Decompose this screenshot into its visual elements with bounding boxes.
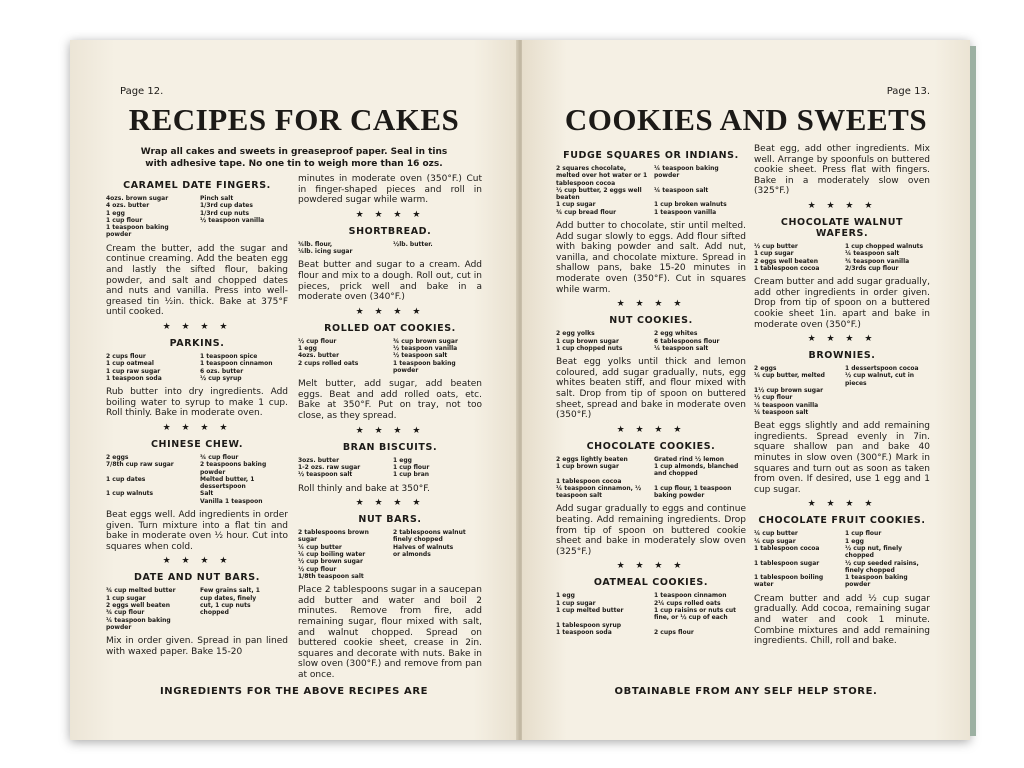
recipe — [298, 174, 482, 206]
recipe-title: BRAN BISCUITS. — [342, 441, 438, 453]
ingredient: 1 dessertspoon cocoa — [845, 365, 919, 373]
ingredient: chopped — [200, 609, 229, 617]
ingredient: 1 teaspoon baking powder — [106, 224, 169, 239]
ingredient: cut, 1 cup nuts — [200, 601, 251, 609]
recipe-method: Place 2 tablespoons sugar in a saucepan add butter and water and boil 2 minutes. Remove from fire, add remaining sugar, flour mixed with salt, and walnut chopped. Spread on buttered cookie sheet, crease in 2in. squares and decorate with nuts. Bake in slow oven (300°F.) and remove from pan at once. — [298, 585, 482, 680]
star-separator: ★ ★ ★ ★ — [355, 498, 425, 509]
recipe — [298, 442, 482, 494]
ingredient — [200, 617, 288, 632]
ingredient: 2 egg whites — [654, 330, 698, 338]
ingredient: 1 cup sugar — [754, 250, 794, 258]
recipe — [754, 515, 930, 646]
ingredient: or almonds — [393, 550, 431, 558]
ingredient: ¼lb. icing sugar — [298, 248, 353, 256]
ingredient: 1 cup sugar — [556, 599, 596, 607]
intro-text — [70, 146, 518, 170]
ingredient-list — [298, 241, 482, 256]
ingredient: 1 teaspoon vanilla — [654, 208, 717, 216]
ingredient — [393, 248, 482, 255]
ingredient: ¼ teaspoon salt — [845, 250, 900, 258]
recipe — [298, 323, 482, 422]
ingredient: ¼ teaspoon cinnamon, ½ teaspoon salt — [556, 484, 642, 500]
recipe-title: CHOCOLATE COOKIES. — [586, 440, 716, 452]
ingredient: ¼ cup sugar — [754, 537, 796, 545]
ingredient: 1/3rd cup dates — [200, 202, 253, 210]
ingredient: 1 teaspoon spice — [200, 352, 258, 360]
star-separator: ★ ★ ★ ★ — [807, 200, 877, 211]
ingredient: 1 cup almonds, blanched and chopped — [654, 462, 739, 478]
ingredient: 1 cup flour, 1 teaspoon baking powder — [654, 484, 732, 500]
ingredient: ¼ cup butter — [298, 543, 342, 551]
ingredient — [106, 498, 194, 505]
ingredient: ½ teaspoon vanilla — [200, 216, 265, 224]
recipe — [106, 180, 288, 318]
ingredient: 1 egg — [298, 345, 317, 353]
right-column-2 — [754, 144, 930, 651]
ingredient: 1 tablespoon syrup — [556, 621, 622, 629]
ingredient: cup dates, finely — [200, 594, 257, 602]
ingredient: 2 squares chocolate, melted over hot water or 1 tablespoon cocoa — [556, 165, 648, 187]
ingredient: 2 teaspoons baking powder — [200, 461, 267, 476]
ingredient: 1 cup brown sugar — [556, 337, 619, 345]
recipe-booklet — [70, 40, 970, 740]
recipe-method: Cream butter and add sugar gradually, add other ingredients in order given. Drop from tip of spoon on a buttered cookie sheet 1in. apart and bake in moderate oven (350°F.) — [754, 277, 930, 330]
ingredient — [393, 566, 482, 573]
ingredient — [845, 402, 930, 409]
ingredient: ½ cup flour — [298, 337, 337, 345]
ingredient: 1-2 ozs. raw sugar — [298, 463, 361, 471]
recipe-method: Add butter to chocolate, stir until melted. Add sugar slowly to eggs. Add flour sifted with baking powder and salt. Add nut, vanilla, and chocolate mixture. Spread in shallow pans, bake 15-20 minutes in moderate oven (350°F). Cut in squares while warm. — [556, 221, 746, 295]
ingredient: Pinch salt — [200, 195, 234, 202]
ingredient-list — [106, 353, 288, 382]
ingredient: ¾ teaspoon vanilla — [845, 257, 910, 265]
recipe — [754, 144, 930, 197]
recipe — [556, 315, 746, 420]
ingredient: ½ teaspoon vanilla — [393, 345, 458, 353]
star-separator: ★ ★ ★ ★ — [616, 299, 686, 310]
ingredient: 1½ cup brown sugar — [754, 387, 824, 395]
recipe — [556, 441, 746, 558]
ingredient-list — [106, 587, 288, 631]
ingredient: 4ozs. brown sugar — [106, 195, 169, 202]
recipe — [106, 439, 288, 552]
ingredient: 1 cup brown sugar — [556, 462, 619, 470]
ingredient: 3ozs. butter — [298, 456, 340, 464]
ingredient-list — [298, 529, 482, 580]
ingredient: ½ cup butter, 2 eggs well beaten — [556, 186, 642, 202]
ingredient: 1 cup walnuts — [106, 490, 154, 498]
ingredient: ½lb. butter. — [393, 240, 433, 248]
ingredient: 1 cup flour — [845, 530, 882, 538]
ingredient: 1 teaspoon soda — [106, 374, 162, 382]
ingredient — [200, 224, 288, 239]
ingredient: 1 tablespoon boiling water — [754, 574, 824, 589]
page-title: COOKIES AND SWEETS — [564, 102, 928, 137]
left-column-2 — [298, 174, 482, 685]
intro-line: Wrap all cakes and sweets in greaseproof paper. Seal in tins — [140, 147, 448, 157]
star-separator: ★ ★ ★ ★ — [807, 499, 877, 510]
ingredient: ¾ cup flour — [106, 609, 145, 617]
ingredient: 1 teaspoon baking powder — [845, 574, 908, 589]
ingredient: ¾ cup melted butter — [106, 587, 176, 595]
ingredient: 2 tablespoons walnut finely chopped — [393, 529, 466, 544]
back-cover-edge — [970, 46, 976, 736]
recipe-title: CHOCOLATE FRUIT COOKIES. — [758, 515, 926, 527]
ingredient: 2 egg yolks — [556, 330, 595, 338]
ingredient: Melted butter, 1 dessertspoon — [200, 475, 255, 491]
ingredient: ½ cup walnut, cut in pieces — [845, 372, 915, 387]
right-page — [522, 40, 970, 740]
ingredient: ½ cup flour — [754, 394, 793, 402]
ingredient-list — [556, 456, 746, 500]
recipe — [298, 226, 482, 303]
page-number: Page 13. — [886, 86, 930, 97]
star-separator: ★ ★ ★ ★ — [162, 422, 232, 433]
star-separator: ★ ★ ★ ★ — [616, 424, 686, 435]
ingredient: 1 cup flour — [393, 463, 430, 471]
recipe-method: Beat eggs well. Add ingredients in order given. Turn mixture into a flat tin and bake in moderate oven ½ hour. Cut into squares when cold. — [106, 509, 288, 552]
ingredient: 1 cup dates — [106, 475, 146, 483]
ingredient: 1/8th teaspoon salt — [298, 572, 364, 580]
intro-line: with adhesive tape. No one tin to weigh more than 16 ozs. — [145, 159, 443, 169]
recipe-method: Rub butter into dry ingredients. Add boiling water to syrup to make 1 cup. Roll thinly. Bake in moderate oven. — [106, 387, 288, 419]
ingredient-list — [556, 330, 746, 352]
recipe-title: OATMEAL COOKIES. — [593, 577, 709, 589]
ingredient: 2¼ cups rolled oats — [654, 599, 721, 607]
page-title: RECIPES FOR CAKES — [128, 102, 460, 137]
recipe-title: CARAMEL DATE FINGERS. — [123, 180, 271, 191]
recipe-title: ROLLED OAT COOKIES. — [324, 322, 456, 334]
ingredient: 1 cup bran — [393, 471, 430, 479]
ingredient: 2 eggs — [106, 453, 129, 461]
ingredient: 1 egg — [556, 592, 575, 600]
ingredient: Halves of walnuts — [393, 543, 454, 551]
ingredient: ¼ teaspoon vanilla — [754, 401, 819, 409]
recipe-method: Add sugar gradually to eggs and continue beating. Add remaining ingredients. Drop from tip of spoon on buttered cookie sheet and bake in moderately slow oven (325°F.) — [556, 504, 746, 557]
ingredient-list — [106, 195, 288, 239]
ingredient — [393, 558, 482, 565]
left-column-1 — [106, 174, 288, 661]
ingredient: 1 tablespoon cocoa — [754, 264, 820, 272]
ingredient — [654, 622, 746, 629]
ingredient-list — [556, 592, 746, 636]
ingredient: 1 cup oatmeal — [106, 360, 154, 368]
ingredient-list — [298, 457, 482, 479]
ingredient: 1 tablespoon sugar — [754, 559, 820, 567]
ingredient: ½ cup butter — [754, 242, 798, 250]
right-column-1 — [556, 144, 746, 641]
ingredient: 2 eggs well beaten — [754, 257, 819, 265]
recipe-method: Mix in order given. Spread in pan lined with waxed paper. Bake 15-20 — [106, 636, 288, 657]
ingredient: 1 cup raw sugar — [106, 367, 161, 375]
ingredient: ¼ cup butter — [754, 530, 798, 538]
ingredient: 4ozs. butter — [298, 352, 340, 360]
recipe-method: Beat butter and sugar to a cream. Add flour and mix to a dough. Roll out, cut in pieces, prick well and bake in a moderate oven (340°F.) — [298, 260, 482, 303]
ingredient: 4 ozs. butter — [106, 202, 150, 210]
recipe-method: minutes in moderate oven (350°F.) Cut in finger-shaped pieces and roll in powdered sugar while warm. — [298, 174, 482, 206]
ingredient — [654, 478, 746, 485]
star-separator: ★ ★ ★ ★ — [355, 209, 425, 220]
ingredient: ¾ cup flour — [200, 453, 239, 461]
ingredient: ½ cup syrup — [200, 374, 242, 382]
star-separator: ★ ★ ★ ★ — [616, 561, 686, 572]
left-page — [70, 40, 518, 740]
recipe-method: Roll thinly and bake at 350°F. — [298, 483, 430, 494]
ingredient: ¾lb. flour, — [298, 240, 333, 248]
ingredient: ¾ cup bread flour — [556, 208, 617, 216]
ingredient: ½ teaspoon salt — [298, 471, 353, 479]
star-separator: ★ ★ ★ ★ — [355, 306, 425, 317]
recipe-title: BROWNIES. — [808, 350, 876, 362]
recipe-title: SHORTBREAD. — [348, 225, 432, 237]
recipe-title: DATE AND NUT BARS. — [134, 572, 260, 584]
ingredient: 1 cup raisins or nuts cut fine, or ½ cup of each — [654, 607, 737, 622]
ingredient: 2 eggs well beaten — [106, 601, 171, 609]
recipe-method: Cream the butter, add the sugar and continue creaming. Add the beaten egg and lastly the sifted flour, baking powder, and salt and chopped dates and nuts and vanilla. Press into well-greased tin ½in. thick. Bake at 375°F until cooked. — [106, 243, 288, 318]
recipe — [556, 150, 746, 295]
recipe-title: PARKINS. — [169, 337, 225, 349]
ingredient-list — [754, 530, 930, 588]
recipe-title: CHOCOLATE WALNUT WAFERS. — [780, 216, 904, 239]
page-number: Page 12. — [120, 86, 164, 97]
ingredient: ¾ cup brown sugar — [393, 337, 458, 345]
ingredient: ¼ teaspoon baking powder — [654, 165, 719, 180]
recipe-title: NUT BARS. — [358, 514, 422, 526]
ingredient — [845, 409, 930, 416]
ingredient: 2 eggs — [754, 365, 777, 373]
ingredient: 1/3rd cup nuts — [200, 209, 250, 217]
ingredient: 1 tablespoon cocoa — [754, 544, 820, 552]
ingredient: ¼ teaspoon salt — [654, 186, 709, 194]
recipe-method: Cream butter and add ½ cup sugar gradually. Add cocoa, remaining sugar and water and cook 1 minute. Combine mixtures and add remaining ingredients. Chill, roll and bake. — [754, 593, 930, 647]
ingredient-list — [754, 243, 930, 272]
recipe-title: FUDGE SQUARES OR INDIANS. — [563, 150, 739, 161]
ingredient: 1 cup sugar — [556, 201, 596, 209]
ingredient: 1 egg — [106, 209, 125, 217]
star-separator: ★ ★ ★ ★ — [162, 321, 232, 332]
ingredient: ¼ cup boiling water — [298, 550, 366, 558]
ingredient: 2 eggs lightly beaten — [556, 455, 628, 463]
ingredient: ¼ teaspoon salt — [654, 344, 709, 352]
ingredient: 2 cups rolled oats — [298, 359, 359, 367]
ingredient: 7/8th cup raw sugar — [106, 461, 174, 469]
ingredient: ½ cup brown sugar — [298, 558, 363, 566]
ingredient: 1 teaspoon cinnamon — [654, 592, 727, 600]
ingredient: ½ teaspoon salt — [393, 352, 448, 360]
ingredient-list — [556, 165, 746, 216]
ingredient-list — [754, 365, 930, 416]
star-separator: ★ ★ ★ ★ — [355, 425, 425, 436]
ingredient: 1 egg — [845, 537, 864, 545]
ingredient: Vanilla 1 teaspoon — [200, 497, 263, 505]
ingredient: 1 teaspoon cinnamon — [200, 360, 273, 368]
ingredient — [845, 394, 930, 401]
star-separator: ★ ★ ★ ★ — [162, 556, 232, 567]
ingredient: Grated rind ½ lemon — [654, 455, 724, 463]
ingredient: 1 cup sugar — [106, 594, 146, 602]
recipe-method: Beat eggs slightly and add remaining ingredients. Spread evenly in 7in. square shallow pan and bake 40 minutes in slow oven (300°F.) Mark in squares and turn out as soon as taken from oven. If desired, use 1 egg and 1 cup sugar. — [754, 421, 930, 495]
recipe — [754, 217, 930, 330]
ingredient: Few grains salt, 1 — [200, 587, 260, 595]
recipe — [556, 577, 746, 636]
ingredient: 2 cups flour — [106, 352, 146, 360]
ingredient: 2/3rds cup flour — [845, 264, 899, 272]
ingredient — [845, 387, 930, 394]
recipe-method: Melt butter, add sugar, add beaten eggs. Beat and add rolled oats, etc. Bake at 350°F. Put on tray, not too close, as they spread. — [298, 379, 482, 422]
ingredient: 2 cups flour — [654, 628, 694, 636]
ingredient: 1 teaspoon soda — [556, 628, 612, 636]
ingredient-list — [298, 338, 482, 374]
recipe — [106, 338, 288, 419]
recipe — [754, 350, 930, 495]
ingredient: 1 teaspoon baking powder — [393, 359, 456, 374]
ingredient: 1 cup flour — [106, 216, 143, 224]
recipe — [106, 572, 288, 657]
star-separator: ★ ★ ★ ★ — [807, 334, 877, 345]
ingredient: ½ cup nut, finely chopped — [845, 544, 903, 560]
ingredient — [393, 573, 482, 580]
page-footer: OBTAINABLE FROM ANY SELF HELP STORE. — [614, 686, 878, 697]
ingredient: Salt — [200, 490, 214, 498]
ingredient: 6 tablespoons flour — [654, 337, 720, 345]
recipe-title: NUT COOKIES. — [609, 315, 693, 327]
ingredient: 1 cup chopped walnuts — [845, 242, 924, 250]
ingredient: 1 tablespoon cocoa — [556, 477, 622, 485]
ingredient: ¼ cup butter, melted — [754, 372, 825, 380]
recipe-title: CHINESE CHEW. — [150, 438, 244, 450]
recipe — [298, 514, 482, 680]
ingredient: 6 ozs. butter — [200, 367, 244, 375]
ingredient: ¼ teaspoon salt — [754, 408, 809, 416]
ingredient-list — [106, 454, 288, 505]
ingredient: 1 egg — [393, 456, 412, 464]
ingredient: 1 cup broken walnuts — [654, 201, 727, 209]
ingredient: 1 cup melted butter — [556, 607, 624, 615]
recipe-method: Beat egg yolks until thick and lemon coloured, add sugar gradually, nuts, egg whites beaten stiff, and flour mixed with salt. Drop from tip of spoon on buttered sheet, spread and bake in moderate oven (350°F.) — [556, 357, 746, 421]
ingredient: 2 tablespoons brown sugar — [298, 529, 369, 544]
ingredient: ½ cup flour — [298, 565, 337, 573]
ingredient: ¼ teaspoon baking powder — [106, 616, 171, 631]
ingredient: 1 cup chopped nuts — [556, 344, 623, 352]
page-footer: INGREDIENTS FOR THE ABOVE RECIPES ARE — [159, 686, 429, 697]
ingredient: ½ cup seeded raisins, finely chopped — [845, 559, 919, 574]
recipe-method: Beat egg, add other ingredients. Mix well. Arrange by spoonfuls on buttered cookie sheet. Press flat with fingers. Bake in a moderately slow oven (325°F.) — [754, 144, 930, 197]
